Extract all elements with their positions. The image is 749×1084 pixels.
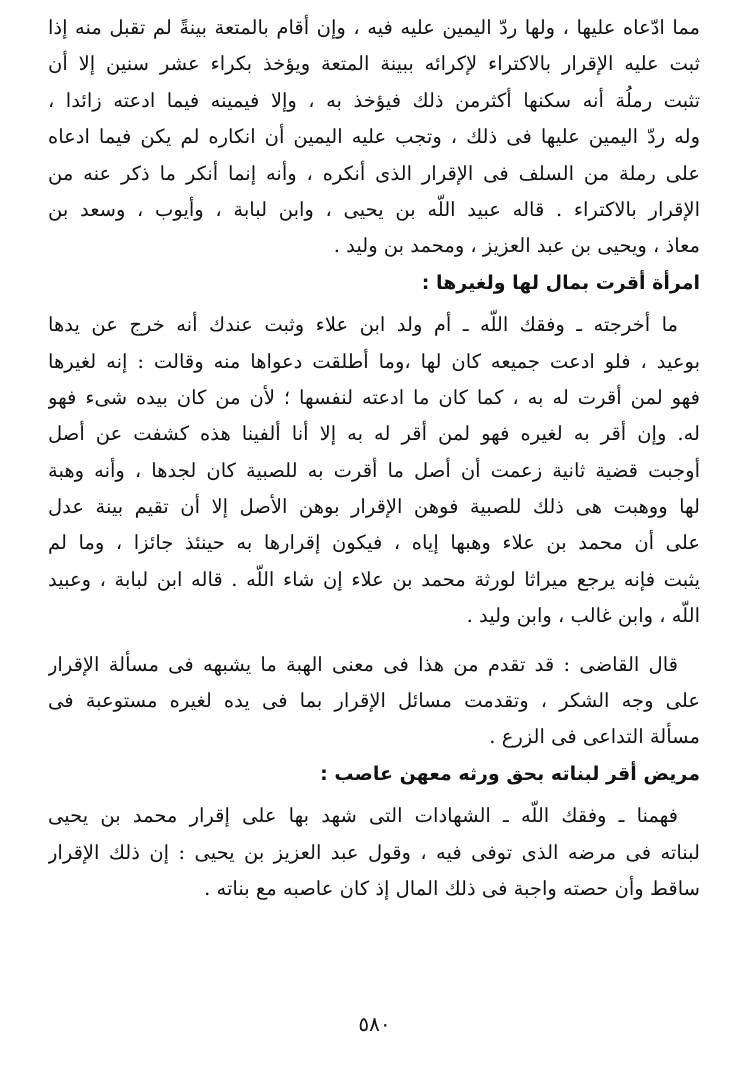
section-heading: امرأة أقرت بمال لها ولغيرها :: [421, 271, 700, 294]
paragraph-2: [48, 307, 700, 635]
page-number: ٥٨٠: [358, 1012, 391, 1036]
text-line: ساقط وأن حصته واجبة فى ذلك المال إذ كان عاصبه مع بناته .: [204, 876, 700, 900]
text-line: فهمنا ـ وفقك اللّه ـ الشهادات التى شهد بها على إقرار محمد بن يحيى: [48, 804, 678, 828]
text-line: تثبت رملُة أنه سكنها أكثرمن ذلك فيؤخذ به ، وإلا فيمينه فيما ادعته زائدا ،: [48, 88, 700, 112]
text-line: أوجبت قضية ثانية زعمت أن أصل ما أقرت به للصبية كان لجدها ، وأنه وهبة: [48, 458, 700, 482]
section-heading: مريض أقر لبناته بحق ورثه معهن عاصب :: [320, 762, 700, 785]
text-line: على رملة من السلف فى الإقرار الذى أنكره ، وأنه إنما أنكر ما ذكر عنه من: [48, 161, 700, 185]
text-line: بوعيد ، فلو ادعت جميعه كان لها ،وما أطلقت دعواها منه وقالت : إنه لغيرها: [48, 349, 700, 373]
paragraph-4: [48, 798, 700, 907]
text-line: الإقرار بالاكتراء . قاله عبيد اللّه بن يحيى ، وابن لبابة ، وأيوب ، وسعد بن: [48, 197, 700, 221]
paragraph-1: [48, 10, 700, 265]
text-line: ما أخرجته ـ وفقك اللّه ـ أم ولد ابن علاء وثبت عندك أنه خرج عن يدها: [48, 313, 678, 337]
text-line: معاذ ، ويحيى بن عبد العزيز ، ومحمد بن وليد .: [333, 234, 700, 258]
text-line: قال القاضى : قد تقدم من هذا فى معنى الهبة ما يشبهه فى مسألة الإقرار: [48, 652, 678, 676]
text-line: ثبت عليه الإقرار بالاكتراء لإكرائه ببينة المتعة ويؤخذ بكراء عشر سنين إلا أن: [48, 52, 700, 76]
text-line: على وجه الشكر ، وتقدمت مسائل الإقرار بما فى يده لغيره مستوعبة فى: [48, 689, 700, 713]
paragraph-3: [48, 647, 700, 756]
text-line: على أن محمد بن علاء وهبها إياه ، فيكون إقرارها به حينئذ جائزا ، وما لم: [48, 531, 700, 555]
text-line: مما ادّعاه عليها ، ولها ردّ اليمين عليه فيه ، وإن أقام بالمتعة بينةً لم تقبل منه إذا: [48, 16, 700, 39]
text-line: فهو لمن أقرت له به ، كما كان ما ادعته لنفسها ؛ لأن من كان بيده شىء فهو: [48, 385, 700, 409]
text-line: لبناته فى مرضه الذى توفى فيه ، وقول عبد العزيز بن يحيى : إن ذلك الإقرار: [48, 840, 700, 864]
text-line: يثبت فإنه يرجع ميراثا لورثة محمد بن علاء إن شاء اللّه . قاله ابن لبابة ، وعبيد: [48, 567, 700, 591]
document-page: [48, 10, 700, 907]
text-line: اللّه ، وابن غالب ، وابن وليد .: [466, 604, 700, 628]
text-line: وله ردّ اليمين عليها فى ذلك ، وتجب عليه اليمين أن انكاره لم يكن فيما ادعاه: [48, 125, 700, 149]
text-line: مسألة التداعى فى الزرع .: [489, 725, 700, 749]
text-line: له. وإن أقر به لغيره فهو لمن أقر له به إلا أنا ألفينا هذه كشفت عن أصل: [48, 422, 700, 446]
text-line: لها ووهبت هى ذلك للصبية فوهن الإقرار بوهن الأصل إلا أن تقيم بينة عدل: [48, 495, 700, 519]
